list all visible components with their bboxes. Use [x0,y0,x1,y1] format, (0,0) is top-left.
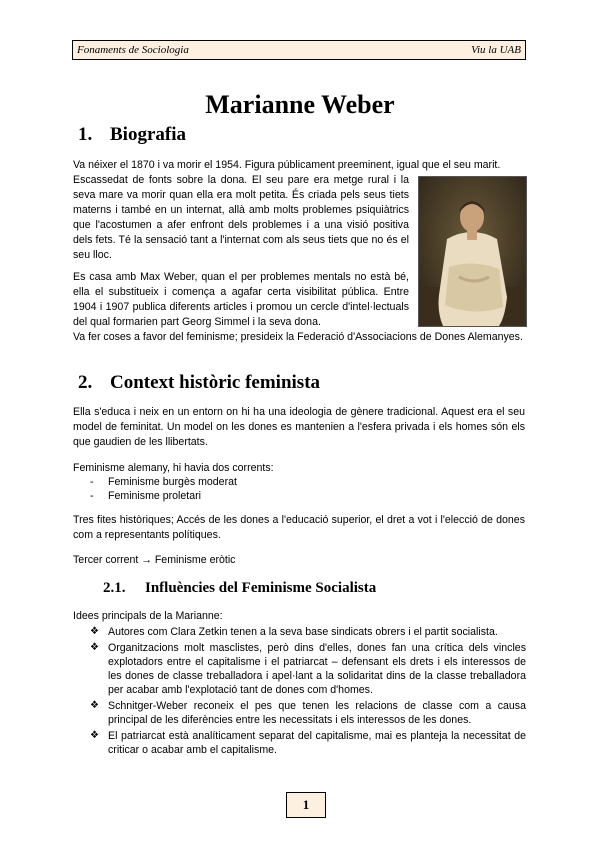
page-title: Marianne Weber [205,90,395,119]
bio-paragraph-2: Es casa amb Max Weber, quan el per problemes mentals no està bé, ella el substitueix i comença a agafar certa visibilitat pública. Entre 1904 i 1907 publica diferents articles i promou un cercle d'intel·lectuals del qual formarien part Georg Simmel i la seva dona. [73,271,409,328]
header-course: Fonaments de Sociologia [77,44,189,56]
currents-intro: Feminisme alemany, hi havia dos corrents: [73,462,274,474]
list-item: ❖ Autores com Clara Zetkin tenen a la seva base sindicats obrers i el partit socialista. [90,625,526,639]
section-2-heading [78,372,320,394]
header-university: Viu la UAB [471,44,521,56]
context-paragraph: Ella s'educa i neix en un entorn on hi ha una ideologia de gènere tradicional. Aquest era el seu model de feminitat. Un model on les dones es mantenien a l'esfera privada i els homes són els que gaudien de les llibertats. [73,406,525,448]
page-number: 1 [286,792,326,818]
list-item: ❖ Schnitger-Weber reconeix el pes que tenen les relacions de classe com a causa principal de les diferències entre les necessitats i els interessos de les dones. [90,699,526,727]
list-item: ❖ Organitzacions molt masclistes, però dins d'elles, dones fan una crítica dels vincles explotadors entre el capitalisme i el patriarcat – defensant els drets i els interessos de les dones de classe treballadora i apel·lant a la solidaritat dins de la classe treballadora per acabar amb l'explotació tant de dones com d'homes. [90,641,526,697]
bio-paragraph-3: Va fer coses a favor del feminisme; presideix la Federació d'Associacions de Dones Alemanyes. [73,331,523,343]
portrait-image [418,176,527,327]
milestones-paragraph: Tres fites històriques; Accés de les dones a l'educació superior, el dret a vot i l'elecció de dones com a representants polítiques. [73,514,525,541]
currents-list [90,475,237,503]
ideas-list [90,625,526,759]
list-item: ❖ El patriarcat està analíticament separat del capitalisme, mai es planteja la necessitat de criticar o acabar amb el capitalisme. [90,729,526,757]
list-item: - Feminisme burgès moderat [90,475,237,489]
bio-paragraph-1: Escassedat de fonts sobre la dona. El seu pare era metge rural i la seva mare va morir quan ella era molt petita. És criada pels seus tiets materns i també en un internat, allà amb molts problemes psiquiàtrics que l'acostumen a afer enfront dels problemes i a una visió positiva dels fets. Té la sensació tant a l'internat com als seus tiets que no és el seu lloc. [73,174,409,261]
list-item: - Feminisme proletari [90,489,237,503]
section-1-number: 1. [78,124,93,145]
section-2-1-title: Influències del Feminisme Socialista [145,580,377,596]
section-2-title: Context històric feminista [110,372,321,393]
running-header [72,40,526,60]
third-current: Tercer corrent → Feminisme eròtic [73,554,236,566]
section-1-heading [78,124,186,146]
section-1-title: Biografia [110,124,186,145]
ideas-intro: Idees principals de la Marianne: [73,610,223,622]
section-2-1-number: 2.1. [103,580,126,596]
section-2-1-heading [103,580,376,597]
section-2-number: 2. [78,372,93,393]
bio-intro: Va néixer el 1870 i va morir el 1954. Figura públicament preeminent, igual que el seu marit. [73,159,501,171]
